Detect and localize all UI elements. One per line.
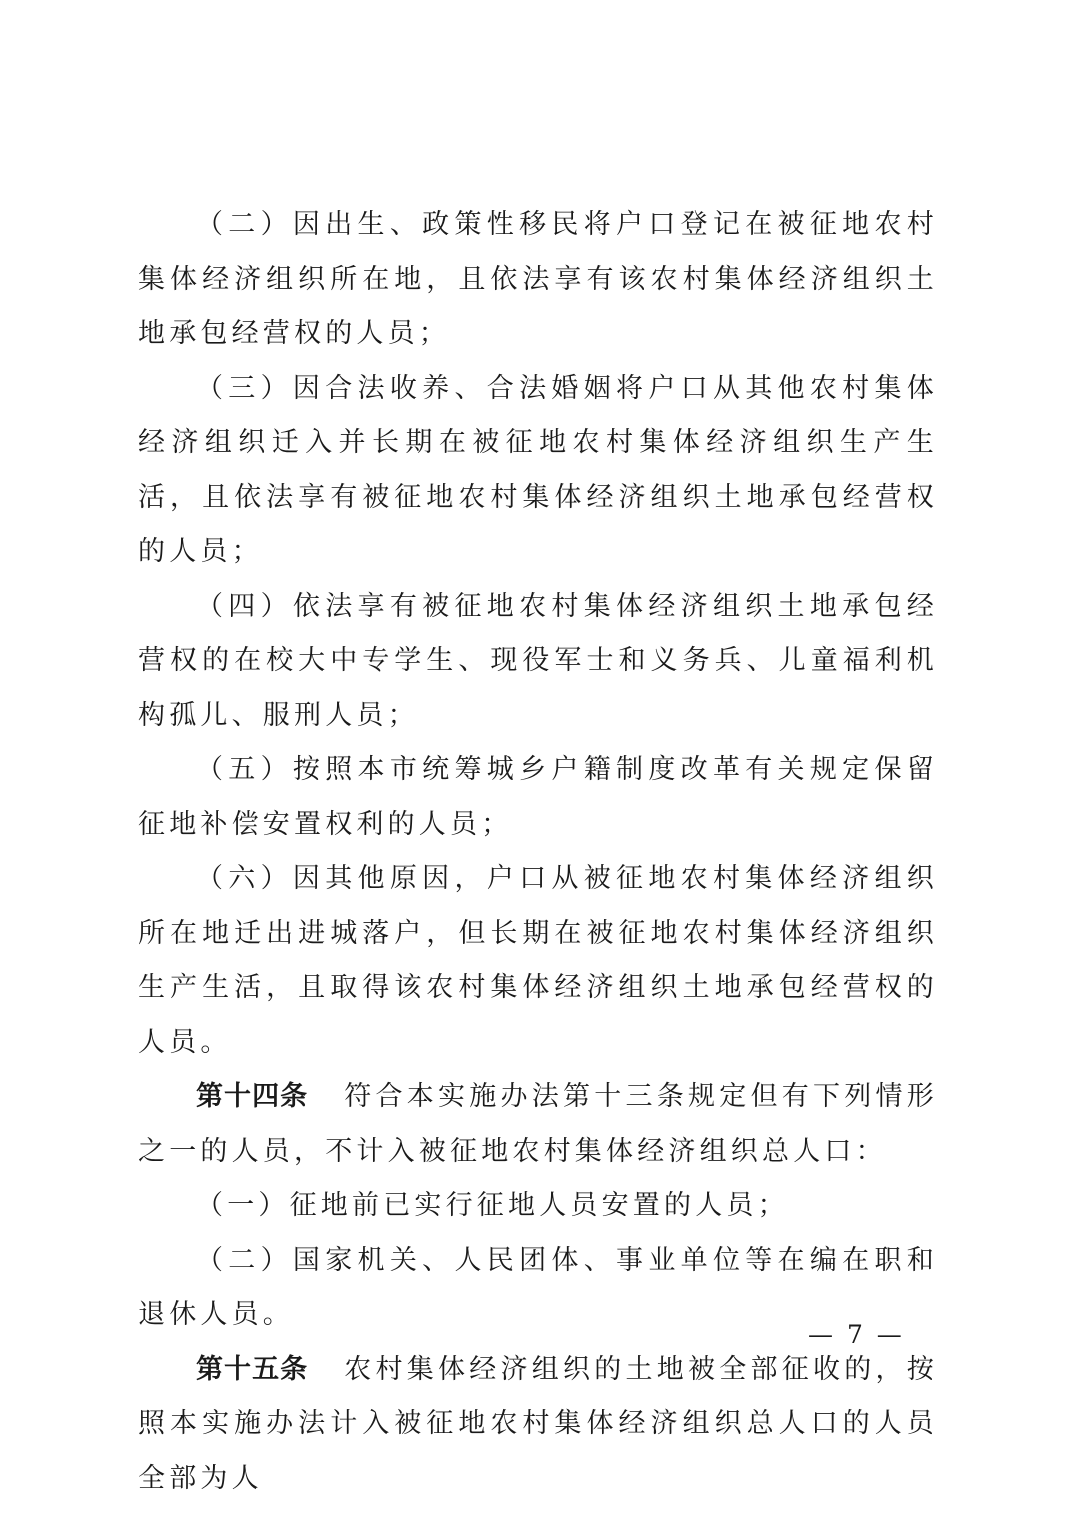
paragraph-text: （一）征地前已实行征地人员安置的人员； xyxy=(196,1190,789,1221)
paragraph-item-2 xyxy=(138,198,938,362)
paragraph-text: （六）因其他原因，户口从被征地农村集体经济组织所在地迁出进城落户，但长期在被征地农村集体经济组织生产生活，且取得该农村集体经济组织土地承包经营权的人员。 xyxy=(138,863,938,1058)
paragraph-item-3 xyxy=(138,362,938,580)
paragraph-item-5 xyxy=(138,743,938,852)
paragraph-item-1 xyxy=(138,1179,938,1234)
document-body xyxy=(138,198,938,1506)
article-number: 第十五条 xyxy=(196,1353,309,1385)
paragraph-text: （五）按照本市统筹城乡户籍制度改革有关规定保留征地补偿安置权利的人员； xyxy=(138,754,938,840)
article-text: 符合本实施办法第十三条规定但有下列情形之一的人员，不计入被征地农村集体经济组织总人口： xyxy=(138,1081,938,1167)
paragraph-text: （二）国家机关、人民团体、事业单位等在编在职和退休人员。 xyxy=(138,1244,938,1330)
page-number: — 7 — xyxy=(808,1320,905,1349)
paragraph-item-6 xyxy=(138,852,938,1070)
article-14 xyxy=(138,1070,938,1179)
paragraph-item-4 xyxy=(138,580,938,744)
article-text: 农村集体经济组织的土地被全部征收的，按照本实施办法计入被征地农村集体经济组织总人口的人员全部为人 xyxy=(138,1353,938,1494)
paragraph-text: （四）依法享有被征地农村集体经济组织土地承包经营权的在校大中专学生、现役军士和义务兵、儿童福利机构孤儿、服刑人员； xyxy=(138,590,938,731)
article-number: 第十四条 xyxy=(196,1081,309,1112)
paragraph-text: （二）因出生、政策性移民将户口登记在被征地农村集体经济组织所在地，且依法享有该农村集体经济组织土地承包经营权的人员； xyxy=(138,209,938,349)
article-15 xyxy=(138,1343,938,1507)
paragraph-text: （三）因合法收养、合法婚姻将户口从其他农村集体经济组织迁入并长期在被征地农村集体经济组织生产生活，且依法享有被征地农村集体经济组织土地承包经营权的人员； xyxy=(138,372,938,567)
